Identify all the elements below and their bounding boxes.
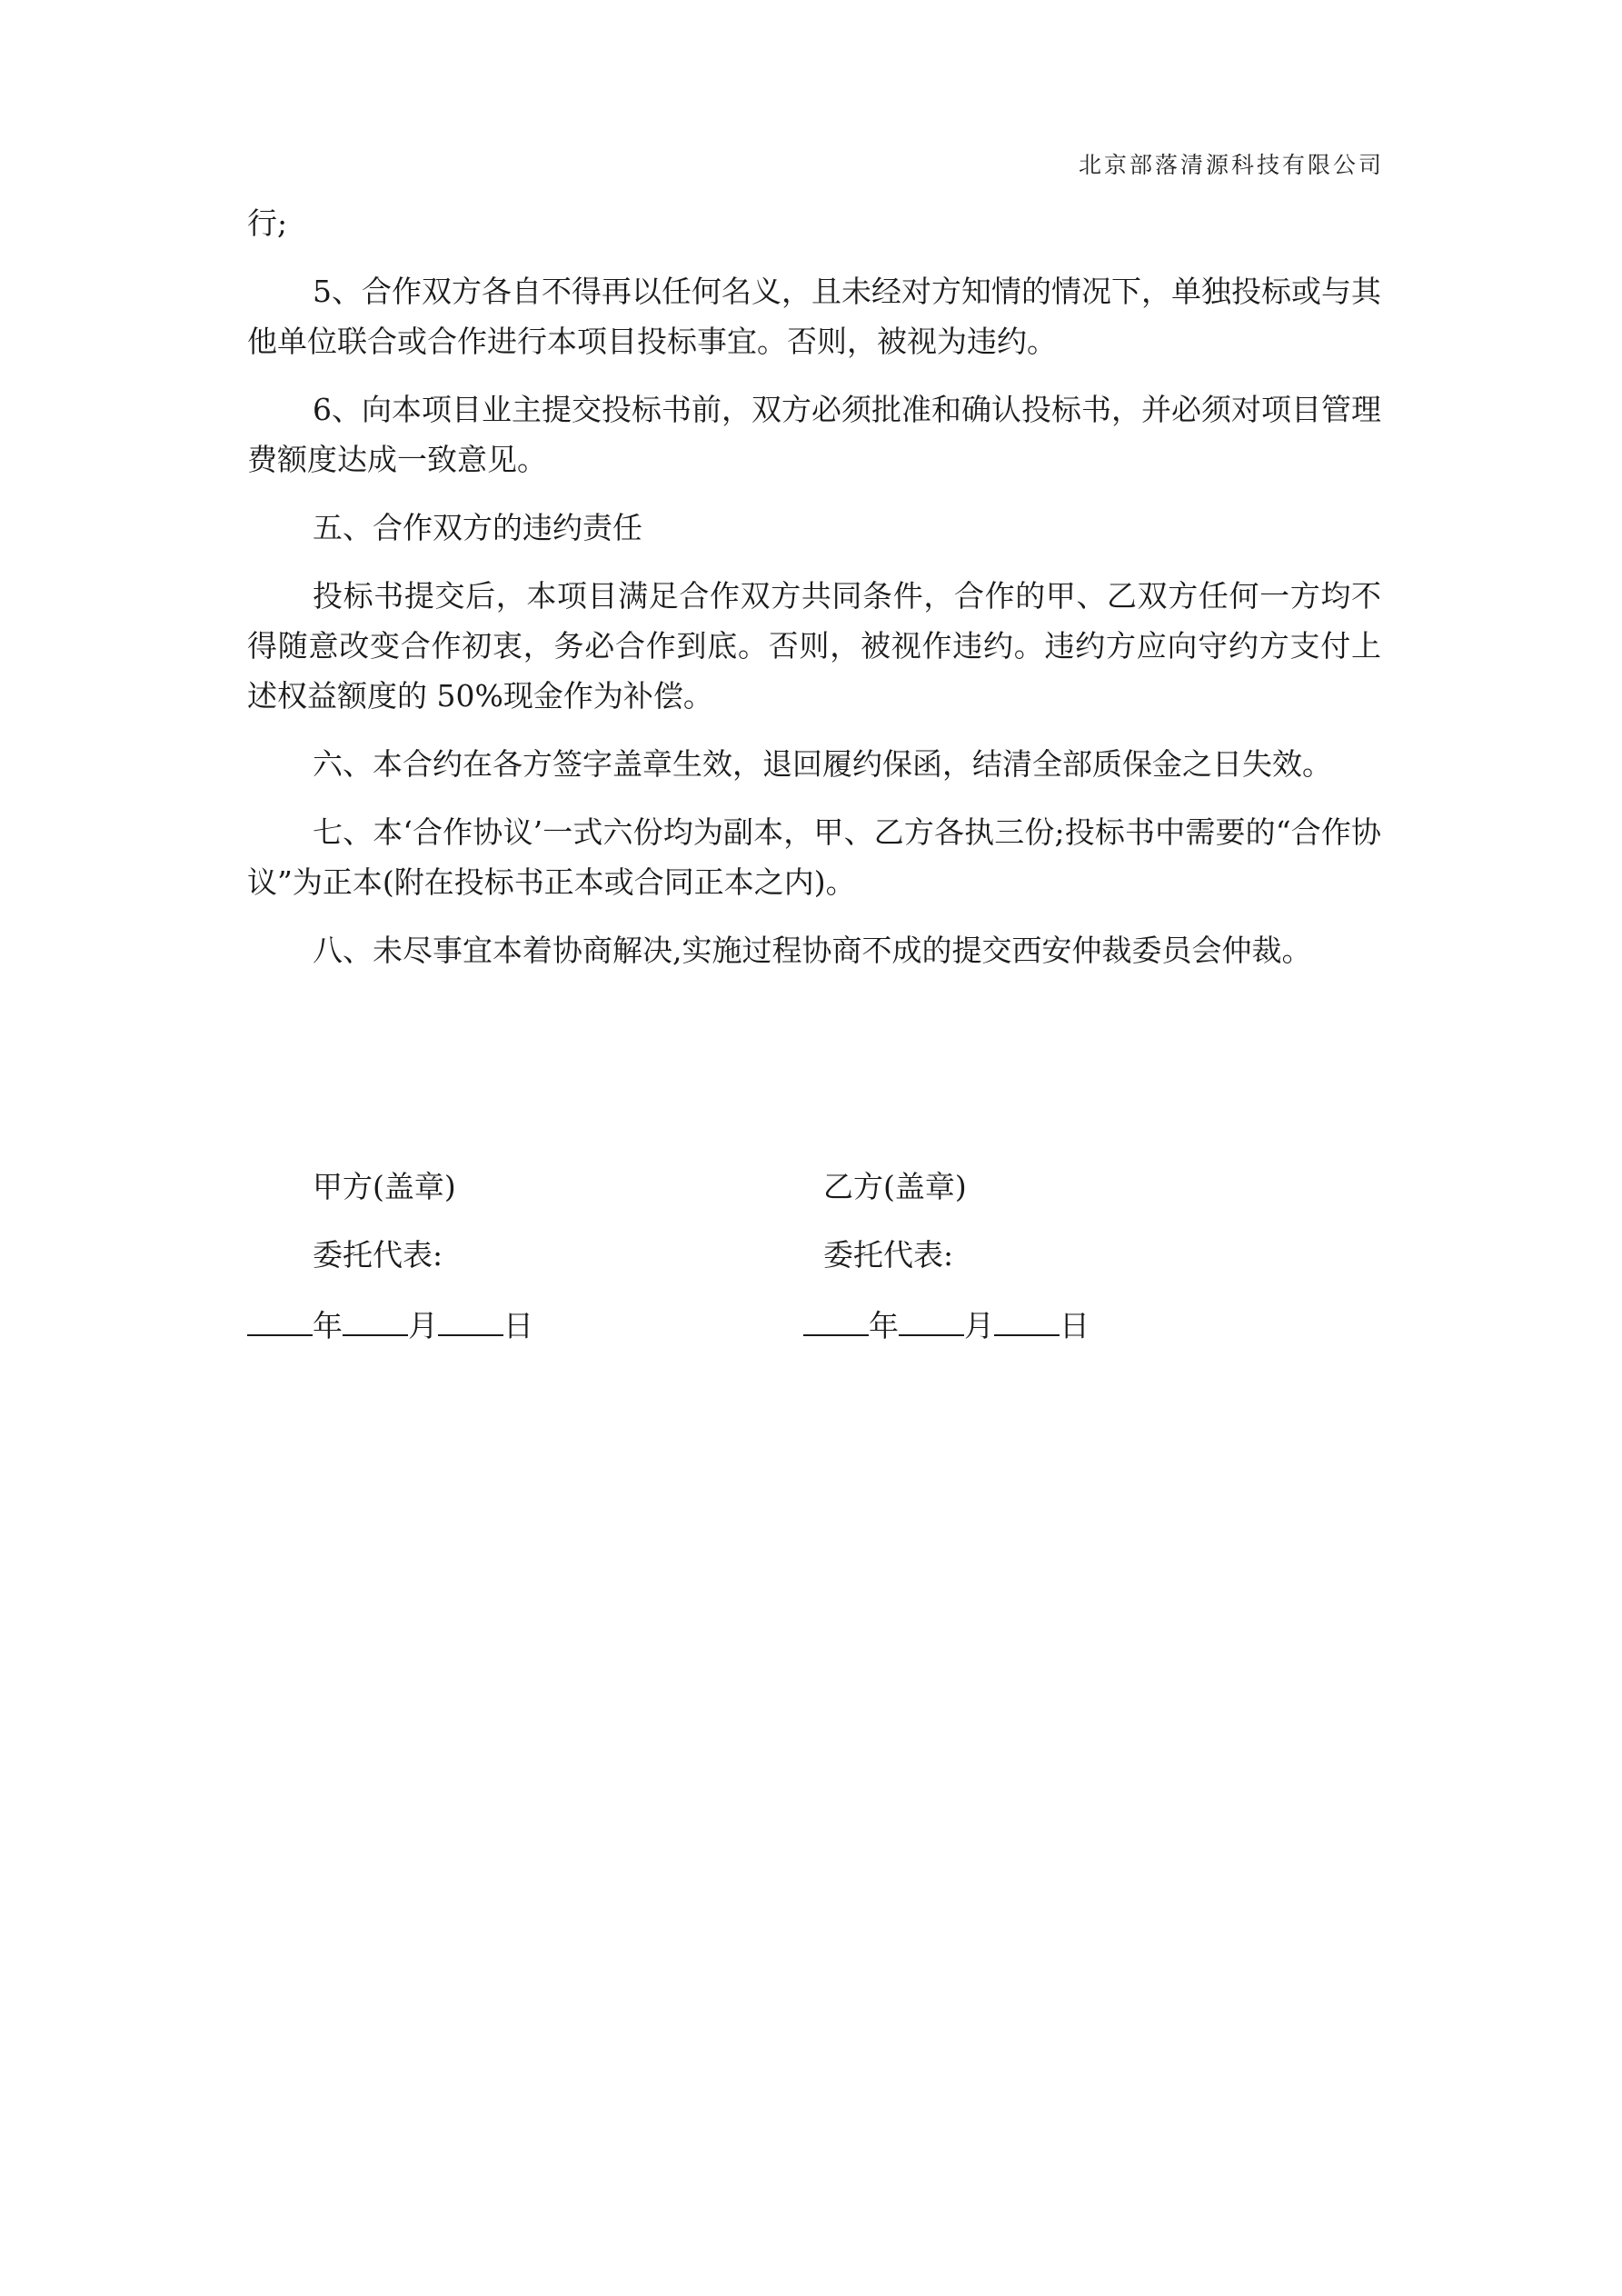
party-b-day-blank bbox=[994, 1298, 1060, 1336]
party-b-seal-label: 乙方(盖章) bbox=[823, 1169, 967, 1204]
paragraph-clause-6: 6、向本项目业主提交投标书前，双方必须批准和确认投标书，并必须对项目管理费额度达成一致意见。 bbox=[247, 392, 1381, 477]
party-a-day-blank bbox=[438, 1298, 503, 1336]
document-body bbox=[247, 198, 1381, 993]
section-heading-5: 五、合作双方的违约责任 bbox=[313, 510, 642, 545]
party-b-day-label: 日 bbox=[1060, 1308, 1090, 1343]
party-a-seal-label: 甲方(盖章) bbox=[313, 1169, 456, 1204]
party-b-year-label: 年 bbox=[869, 1308, 899, 1343]
paragraph-clause-5: 5、合作双方各自不得再以任何名义，且未经对方知情的情况下，单独投标或与其他单位联合或合作进行本项目投标事宜。否则，被视为违约。 bbox=[247, 274, 1381, 359]
party-a-month-blank bbox=[343, 1298, 408, 1336]
party-b-month-label: 月 bbox=[964, 1308, 994, 1343]
party-a-year-blank bbox=[247, 1298, 313, 1336]
section-8-arbitration: 八、未尽事宜本着协商解决,实施过程协商不成的提交西安仲裁委员会仲裁。 bbox=[313, 933, 1312, 968]
party-b-month-blank bbox=[899, 1298, 964, 1336]
signature-row-representative bbox=[247, 1230, 1381, 1298]
party-a-year-label: 年 bbox=[313, 1308, 343, 1343]
party-a-day-label: 日 bbox=[503, 1308, 533, 1343]
section-6-validity: 六、本合约在各方签字盖章生效，退回履约保函，结清全部质保金之日失效。 bbox=[313, 746, 1332, 782]
party-a-month-label: 月 bbox=[408, 1308, 438, 1343]
header-company-name: 北京部落清源科技有限公司 bbox=[1078, 152, 1384, 178]
party-a-date bbox=[247, 1298, 533, 1351]
party-b-representative-label: 委托代表: bbox=[823, 1237, 954, 1273]
party-b-date bbox=[803, 1298, 1090, 1351]
signature-area bbox=[247, 1162, 1381, 1366]
signature-row-date bbox=[247, 1298, 1381, 1366]
paragraph-continuation: 行; bbox=[247, 205, 288, 241]
section-7-copies: 七、本‘合作协议’一式六份均为副本，甲、乙方各执三份;投标书中需要的“合作协议”为正本(附在投标书正本或合同正本之内)。 bbox=[247, 814, 1381, 900]
party-b-year-blank bbox=[803, 1298, 869, 1336]
paragraph-breach-liability: 投标书提交后，本项目满足合作双方共同条件，合作的甲、乙双方任何一方均不得随意改变合作初衷，务必合作到底。否则，被视作违约。违约方应向守约方支付上述权益额度的 50%现金作为补偿。 bbox=[247, 578, 1381, 714]
party-a-representative-label: 委托代表: bbox=[313, 1237, 443, 1273]
signature-row-seal bbox=[247, 1162, 1381, 1230]
